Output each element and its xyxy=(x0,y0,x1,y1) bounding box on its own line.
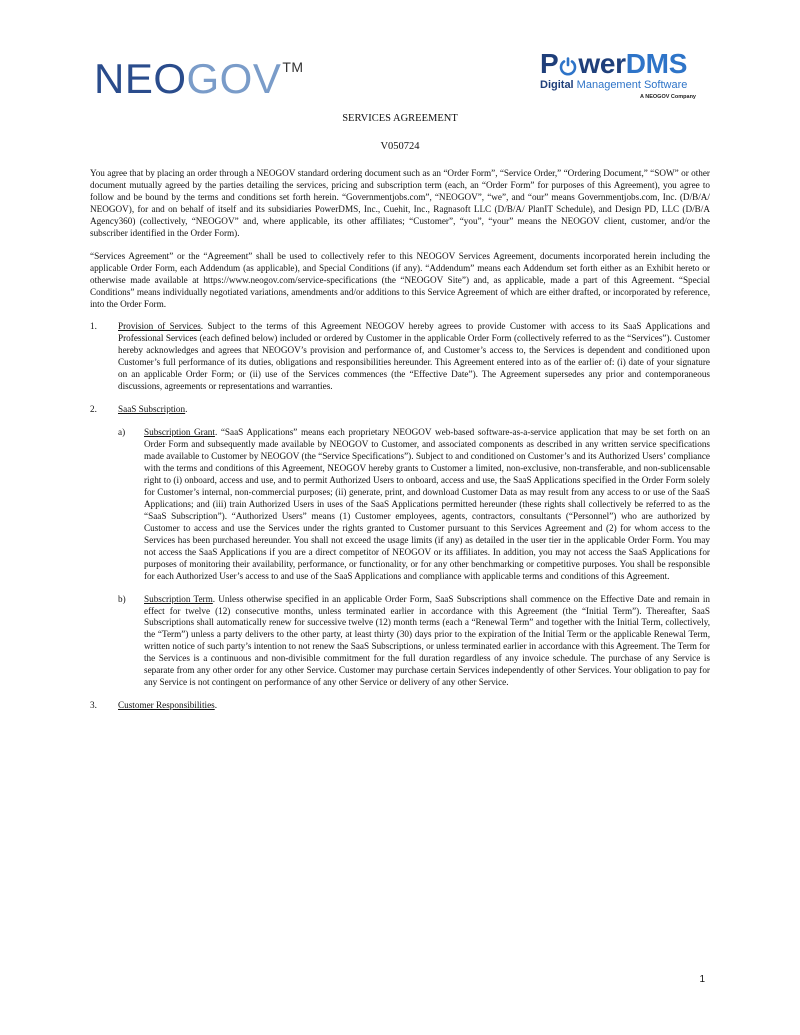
section-2 xyxy=(90,404,710,416)
section-text: . Subject to the terms of this Agreement NEOGOV hereby agrees to provide Customer with access to its SaaS Applications and Professional Services (each defined below) included or ordered by Customer in the applicable Order Form (collectively referred to as the “Services”). Customer hereby acknowledges and agrees that NEOGOV’s provision and performance of, and Customer’s access to, the Services is dependent and conditioned upon Customer’s full performance of its duties, obligations and responsibilities hereunder. This Agreement entered into as of the earlier of: (i) date of your signature on an applicable Order Form; or (ii) use of the Services commences (the “Effective Date”). The Agreement supersedes any prior and contemporaneous discussions, agreements or representations and warranties. xyxy=(118,321,710,392)
neogov-logo-text-neo: NEO xyxy=(94,55,187,102)
section-1 xyxy=(90,321,710,393)
subsection-text: . Unless otherwise specified in an applicable Order Form, SaaS Subscriptions shall commence on the Effective Date and remain in effect for twelve (12) consecutive months, unless terminated earlier in accordance with this Agreement (the “Initial Term”). Thereafter, SaaS Subscriptions shall automatically renew for successive twelve (12) month terms (each a “Renewal Term” and together with the Initial Term, collectively, the “Term”) unless a party delivers to the other party, at least thirty (30) days prior to the expiration of the Initial Term or the applicable Renewal Term, written notice of such party’s intention to not renew the SaaS Subscriptions, or unless terminated earlier in accordance with this Agreement. The Term for the Services is a continuous and non-divisible commitment for the full duration regardless of any invoice schedule. The purchase of any Service is separate from any other order for any other Service. Customer may purchase certain Services independently of other Services. Your obligation to pay for any Service is not contingent on performance of any other Service or delivery of any other Service. xyxy=(144,593,710,688)
section-heading-period: . xyxy=(185,404,188,415)
subsection-letter: b) xyxy=(118,593,126,604)
subsection-letter: a) xyxy=(118,427,126,438)
section-heading: Customer Responsibilities xyxy=(118,700,215,711)
document-body xyxy=(90,168,710,723)
trademark-symbol: TM xyxy=(282,59,304,75)
page-number: 1 xyxy=(699,974,705,985)
section-3 xyxy=(90,700,710,712)
neogov-logo-text-gov: GOV xyxy=(186,55,282,102)
section-number: 3. xyxy=(90,700,97,711)
document-title: SERVICES AGREEMENT xyxy=(342,113,458,124)
power-button-icon xyxy=(558,56,578,76)
section-2b xyxy=(90,594,710,690)
powerdms-logo xyxy=(540,50,700,100)
section-number: 1. xyxy=(90,321,97,332)
section-heading: Provision of Services xyxy=(118,321,201,332)
powerdms-logo-wer: wer xyxy=(578,48,626,79)
powerdms-logo-p: P xyxy=(540,48,559,79)
powerdms-tagline-bold: Digital xyxy=(540,79,574,91)
subsection-text: . “SaaS Applications” means each proprietary NEOGOV web-based software-as-a-service application that may be set forth on an Order Form and subsequently made available by NEOGOV to Customer, and associated components as described in any written service specifications made available to Customer by NEOGOV (the “Service Specifications”). Subject to and conditioned on Customer’s and its Authorized Users’ compliance with the terms and conditions of this Agreement, NEOGOV hereby grants to Customer a limited, non-exclusive, non-transferable, and non-sublicensable right to (i) onboard, access and use, and to permit Authorized Users to onboard, access and use, the SaaS Applications specified in the Order Form solely for Customer’s internal, non-commercial purposes; (ii) generate, print, and download Customer Data as may result from any access to or use of the SaaS Applications; and (iii) train Authorized Users in uses of the SaaS Applications permitted hereunder (these rights shall collectively be referred to as the “SaaS Subscription”). “Authorized Users” means (1) Customer employees, agents, contractors, consultants (“Personnel”) who are authorized by Customer to access and use the Services under the rights granted to Customer pursuant to this Services Agreement and (2) for whom access to the Services has been purchased hereunder. You shall not exceed the usage limits (if any) as detailed in the user tier in the applicable Order Form. You may not access the SaaS Applications if you are a direct competitor of NEOGOV or its affiliates. In addition, you may not access the SaaS Applications for purposes of monitoring their availability, performance, or functionality, or for any other benchmarking or competitive purposes. You shall be responsible for each Authorized User’s access to and use of the SaaS Applications and compliance with applicable terms and conditions of this Agreement. xyxy=(144,427,710,581)
powerdms-company-note: A NEOGOV Company xyxy=(639,93,696,100)
section-number: 2. xyxy=(90,404,97,415)
intro-paragraph-2: “Services Agreement” or the “Agreement” shall be used to collectively refer to this NEOGOV Services Agreement, documents incorporated herein including the applicable Order Form, each Addendum (as applicable), and Special Conditions (if any). “Addendum” means each Addendum set forth either as an Exhibit hereto or otherwise made available at https://www.neogov.com/service-specifications (the “NEOGOV Site”) and, as applicable, made a part of this Agreement. “Special Conditions” means individually negotiated variations, amendments and/or additions to this Service Agreement of which are either drafted, or incorporated by reference, into the Order Form. xyxy=(90,250,710,309)
section-heading: SaaS Subscription xyxy=(118,404,186,415)
subsection-heading: Subscription Term xyxy=(144,593,213,604)
powerdms-tagline: Management Software xyxy=(573,79,688,91)
neogov-logo xyxy=(94,55,304,102)
section-heading-period: . xyxy=(214,700,218,711)
document-version: V050724 xyxy=(380,141,420,152)
powerdms-logo-dms: DMS xyxy=(625,48,688,79)
subsection-heading: Subscription Grant xyxy=(144,427,215,438)
intro-paragraph-1: You agree that by placing an order through a NEOGOV standard ordering document such as an “Order Form”, “Service Order,” “Ordering Document,” “SOW” or other document mutually agreed by the parties detailing the services, pricing and subscription term (each, an “Order Form” for purposes of this Agreement), you agree to follow and be bound by the terms and conditions set forth herein. “Governmentjobs.com”, “NEOGOV”, “we”, and “our” means Governmentjobs.com, Inc. (D/B/A/ NEOGOV), for and on behalf of itself and its subsidiaries PowerDMS, Inc., Cuehit, Inc., Ragnasoft LLC (D/B/A/ PlanIT Schedule), and Design PD, LLC (D/B/A Agency360) (collectively, “NEOGOV” and, where applicable, its other affiliates; “Customer”, “you”, “your” means the NEOGOV client, customer, and/or the subscriber identified in the Order Form). xyxy=(90,168,710,238)
section-2a xyxy=(90,427,710,582)
